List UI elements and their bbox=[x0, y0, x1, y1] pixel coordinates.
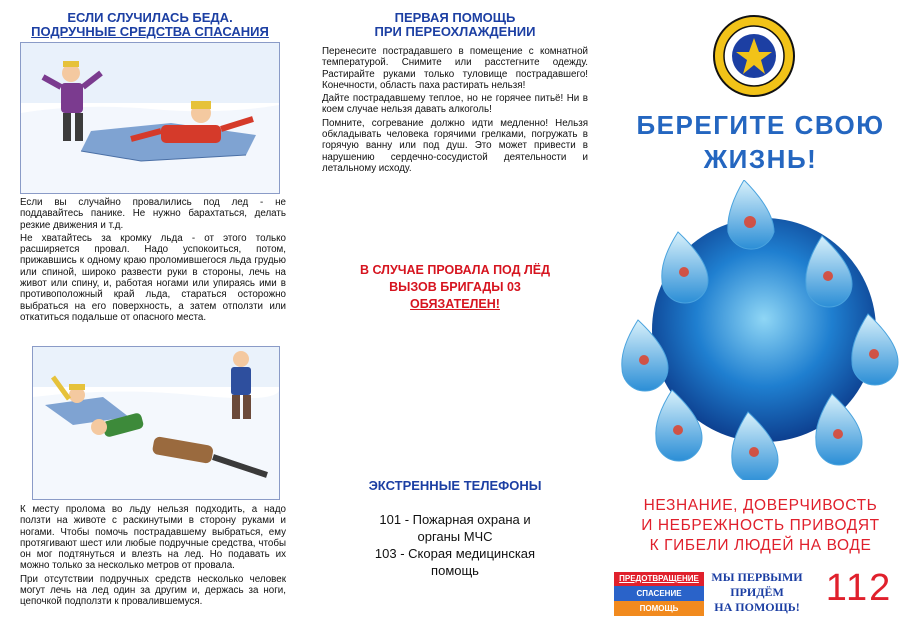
services-badge bbox=[614, 572, 704, 616]
paragraph: Если вы случайно провалились под лед - не поддавайтесь панике. Не нужно барахтаться, делать резкие движения и т.д. bbox=[20, 197, 286, 231]
warning-line: И НЕБРЕЖНОСТЬ ПРИВОДЯТ bbox=[641, 517, 880, 534]
headline-line: ЖИЗНЬ! bbox=[703, 144, 818, 174]
motto bbox=[704, 570, 810, 615]
phone-entry: 103 - Скорая медицинская bbox=[374, 546, 536, 561]
motto-line: НА ПОМОЩЬ! bbox=[714, 600, 800, 614]
text-block-2 bbox=[20, 504, 286, 608]
alert-line: В СЛУЧАЕ ПРОВАЛА ПОД ЛЁД bbox=[359, 263, 551, 277]
phones-block bbox=[306, 478, 604, 579]
text-block-hypothermia bbox=[322, 46, 588, 174]
alert-line: ВЫЗОВ БРИГАДЫ 03 bbox=[389, 280, 521, 294]
headline-line: БЕРЕГИТЕ СВОЮ bbox=[636, 110, 885, 140]
warning-line: НЕЗНАНИЕ, ДОВЕРЧИВОСТЬ bbox=[643, 497, 878, 514]
section-title: ЕСЛИ СЛУЧИЛАСЬ БЕДА. bbox=[67, 10, 233, 25]
phone-entry: 101 - Пожарная охрана и bbox=[379, 512, 531, 527]
paragraph: При отсутствии подручных средств несколько человек могут лечь на лед один за другим и, держась за ноги, цепочкой подползти к провалившемуся. bbox=[20, 573, 286, 608]
motto-line: ПРИДЁМ bbox=[730, 585, 784, 599]
paragraph: К месту пролома во льду нельзя подходить, а надо ползти на животе с раскинутыми в сторону руками и ногами. Чтобы помочь пострадавшему выбраться, ему протягивают шест или любые подручные средства, чтобы он мог подтянуться и влезть на лед. Но подавать их можно только за несколько метров от провала. bbox=[20, 504, 286, 572]
warning-line: К ГИБЕЛИ ЛЮДЕЙ НА ВОДЕ bbox=[649, 537, 872, 554]
illustration-rescue-chain bbox=[32, 346, 280, 500]
middle-column bbox=[306, 0, 604, 639]
badge-rescue: СПАСЕНИЕ bbox=[614, 586, 704, 601]
phone-entry: органы МЧС bbox=[417, 529, 493, 544]
illustration-falling-through-ice bbox=[20, 42, 280, 194]
motto-line: МЫ ПЕРВЫМИ bbox=[711, 570, 803, 584]
text-block-1 bbox=[20, 197, 286, 323]
phones-title: ЭКСТРЕННЫЕ ТЕЛЕФОНЫ bbox=[368, 478, 542, 493]
left-column bbox=[0, 0, 300, 639]
warning-text bbox=[606, 496, 915, 556]
alert-line: ОБЯЗАТЕЛЕН! bbox=[410, 297, 500, 311]
water-drops-illustration bbox=[616, 180, 906, 480]
alert-block bbox=[306, 262, 604, 313]
emergency-number: 112 bbox=[825, 567, 893, 609]
paragraph: Перенесите пострадавшего в помещение с комнатной температурой. Снимите или расстегните одежду. Растирайте руками только туловище пострадавшего! Конечности, область паха растирать нельзя! bbox=[322, 46, 588, 91]
badge-prevention: ПРЕДОТВРАЩЕНИЕ bbox=[614, 572, 704, 586]
phone-entry: помощь bbox=[431, 563, 479, 578]
paragraph: Дайте пострадавшему теплое, но не горячее питьё! Ни в коем случае нельзя давать алкоголь! bbox=[322, 93, 588, 116]
section-subtitle: ПРИ ПЕРЕОХЛАЖДЕНИИ bbox=[374, 24, 536, 39]
right-column bbox=[606, 0, 915, 639]
section-title: ПЕРВАЯ ПОМОЩЬ bbox=[394, 10, 516, 25]
paragraph: Не хватайтесь за кромку льда - от этого только расширяется провал. Надо успокоиться, потом, прижавшись к одному краю проломившегося льда грудью или спиной, широко развести руки в стороны, лечь на живот или спину, и, работая ногами или упираясь ими в противоположный край льда, стараться осторожно выбраться на его поверхность, а затем отползти или откатиться подальше от опасного места. bbox=[20, 232, 286, 323]
emblem-logo bbox=[712, 14, 796, 98]
headline bbox=[606, 108, 915, 176]
paragraph: Помните, согревание должно идти медленно! Нельзя обкладывать человека горячими грелками, погружать в горячую ванну или под душ. Это может привести в нарушению сердечно-сосудистой деятельности и летальному исходу. bbox=[322, 117, 588, 174]
badge-help: ПОМОЩЬ bbox=[614, 601, 704, 616]
section-subtitle: ПОДРУЧНЫЕ СРЕДСТВА СПАСАНИЯ bbox=[31, 24, 269, 39]
